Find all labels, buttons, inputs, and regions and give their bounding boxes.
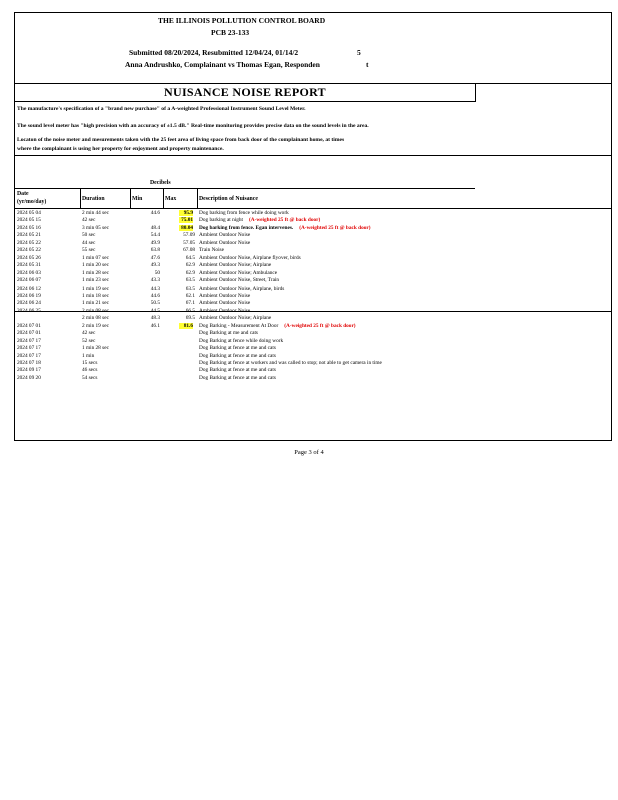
description-text: Dog Barking at fence while doing work	[199, 337, 284, 344]
col-sep-2	[130, 188, 131, 208]
description-text: Dog Barking - Measurement At Door	[199, 322, 279, 329]
cell-date: 2024 05 04	[17, 210, 41, 216]
measurement-note: (A-weighted 25 ft @ back door)	[299, 224, 371, 231]
table-row	[15, 217, 611, 224]
cell-duration: 2 min 44 sec	[82, 210, 109, 216]
cell-min: 50	[154, 269, 160, 276]
cell-date: 2024 06 07	[17, 277, 41, 284]
col-sep-4	[197, 188, 198, 208]
cell-min: 49.3	[150, 262, 160, 269]
description-text: Dog Barking at me and cats	[199, 330, 258, 337]
header-rule-bottom	[15, 208, 611, 209]
report-header	[15, 13, 611, 83]
table-row	[15, 315, 611, 322]
cell-date: 2024 07 17	[17, 337, 41, 344]
cell-duration: 42 sec	[82, 330, 96, 337]
table-row	[15, 262, 611, 269]
table-row	[15, 240, 611, 247]
cell-max: 80.04	[179, 225, 193, 231]
cell-max: 95.9	[179, 210, 193, 216]
table-row	[15, 338, 611, 345]
cell-description	[199, 217, 320, 223]
cell-min: 50.5	[150, 300, 160, 307]
table-row	[15, 300, 611, 307]
cell-date: 2024 05 22	[17, 239, 41, 246]
table-row	[15, 286, 611, 293]
cell-date: 2024 05 31	[17, 262, 41, 269]
cell-date: 2024 05 21	[17, 232, 41, 239]
cell-duration: 1 min 19 sec	[82, 285, 109, 292]
description-text: Ambient Outdoor Noise; Airplane	[199, 262, 272, 269]
description-text: Ambient Outdoor Noise	[199, 292, 251, 299]
cell-min: 43.3	[150, 277, 160, 284]
cell-max: 57.09	[183, 232, 195, 239]
description-text: Ambient Outdoor Noise	[199, 239, 251, 246]
description-text: Ambient Outdoor Noise	[199, 300, 251, 307]
cell-description	[199, 345, 276, 351]
cell-duration: 1 min 28 sec	[82, 269, 109, 276]
cell-duration: 46 secs	[82, 367, 98, 374]
cell-min: 44.5	[150, 307, 160, 314]
page-footer: Page 3 of 4	[294, 449, 324, 456]
table-row	[15, 375, 611, 382]
table-row	[15, 367, 611, 374]
cell-duration: 1 min 21 sec	[82, 300, 109, 307]
cell-date: 2024 05 16	[17, 224, 41, 231]
cell-min: 44.3	[150, 285, 160, 292]
cell-duration: 44 sec	[82, 239, 96, 246]
case-number: PCB 23-133	[211, 28, 250, 37]
report-frame	[14, 12, 612, 441]
col-date-header: Date	[17, 191, 29, 197]
cell-description	[199, 210, 289, 216]
table-row	[15, 353, 611, 360]
cell-max: 62.9	[185, 262, 195, 269]
cell-duration: 3 min 05 sec	[82, 224, 109, 231]
description-text: Ambient Outdoor Noise, Street, Train	[199, 277, 280, 284]
cell-duration: 42 sec	[82, 217, 96, 224]
col-duration-header: Duration	[82, 196, 105, 202]
cell-date: 2024 06 03	[17, 269, 41, 276]
col-max-header: Max	[165, 196, 177, 202]
cell-description	[199, 315, 271, 321]
cell-description	[199, 338, 283, 344]
cell-date: 2024 05 26	[17, 254, 41, 261]
cell-duration: 15 secs	[82, 360, 98, 366]
cell-min: 47.6	[150, 254, 160, 261]
cell-description	[199, 270, 277, 276]
cell-description	[199, 277, 279, 283]
cell-max: 66.5	[185, 307, 195, 314]
accuracy-paragraph: The sound level meter has "high precision with an accuracy of ±1.5 dB." Real-time monitoring provides precise data on the sound levels in the area.	[17, 123, 369, 129]
right-divider	[475, 101, 611, 156]
cell-date: 2024 06 25	[17, 307, 41, 314]
cell-duration: 50 sec	[82, 232, 96, 239]
cell-min: 63.8	[150, 247, 160, 254]
title-box	[15, 83, 476, 102]
cell-description	[199, 330, 258, 336]
table-row	[15, 232, 611, 239]
cell-max: 63.5	[185, 285, 195, 292]
cell-max: 67.1	[185, 300, 195, 307]
cell-date: 2024 09 17	[17, 367, 41, 374]
description-text: Ambient Outdoor Noise, Airplane, birds	[199, 285, 285, 292]
cell-date: 2024 06 19	[17, 292, 41, 299]
description-text: Dog Barking at fence at me and cats	[199, 374, 276, 381]
description-text: Dog barking at night	[199, 217, 243, 224]
cell-min: 44.6	[150, 292, 160, 299]
location-paragraph-cont: where the complainant is using her property for enjoyment and property maintenance.	[17, 146, 224, 152]
col-min-header: Min	[132, 196, 143, 202]
description-text: Ambient Outdoor Noise, Airplane flyover, birds	[199, 254, 301, 261]
header-rule-top	[15, 188, 475, 189]
cell-description	[199, 353, 276, 359]
cell-date: 2024 06 12	[17, 285, 41, 292]
table-row	[15, 323, 611, 330]
table-row	[15, 345, 611, 352]
cell-min: 48.3	[150, 315, 160, 322]
table-row	[15, 277, 611, 284]
table-row	[15, 270, 611, 277]
col-sep-1	[80, 188, 81, 208]
cell-date: 2024 07 01	[17, 322, 41, 329]
table-row	[15, 330, 611, 337]
location-paragraph: Locaton of the noise meter and mesurements taken with the 25 feet area of living space from back door of the complainant home, at times	[17, 137, 345, 143]
cell-max: 63.5	[185, 277, 195, 284]
col-sep-3	[163, 188, 164, 208]
report-title: NUISANCE NOISE REPORT	[164, 85, 326, 99]
cell-date: 2024 05 22	[17, 247, 41, 254]
col-desc-header: Description of Nuisance	[199, 196, 258, 202]
table-row	[15, 247, 611, 254]
cell-max: 67.08	[183, 247, 195, 254]
cell-date: 2024 07 17	[17, 352, 41, 359]
cell-duration: 1 min 07 sec	[82, 254, 109, 261]
description-text: Ambient Outdoor Noise	[199, 307, 251, 314]
cell-min: 54.4	[150, 232, 160, 239]
cell-date: 2024 06 24	[17, 300, 41, 307]
description-text: Dog Barking at fence at workers and was called to stop; not able to get camera in time	[199, 360, 382, 366]
table-row	[15, 293, 611, 300]
submission-dates: Submitted 08/20/2024, Resubmitted 12/04/24, 01/14/2	[129, 48, 299, 57]
cell-description	[199, 240, 250, 246]
cell-max: 69.5	[185, 315, 195, 322]
cell-max: 57.05	[183, 239, 195, 246]
description-text: Train Noise	[199, 247, 224, 254]
cell-duration: 2 min 08 sec	[82, 307, 109, 314]
cell-description	[199, 255, 301, 261]
cell-description	[199, 323, 356, 329]
cell-description	[199, 375, 276, 381]
cell-date: 2024 05 15	[17, 217, 41, 224]
description-text: Ambient Outdoor Noise; Airplane	[199, 315, 272, 322]
cell-description	[199, 225, 371, 231]
cell-description	[199, 300, 250, 306]
table-row	[15, 255, 611, 262]
spec-paragraph: The manufacture's specification of a "brand new purchase" of a A-weighted Professional Instrument Sound Level Meter.	[17, 106, 306, 112]
section-rule	[15, 311, 611, 312]
description-text: Dog Barking at fence at me and cats	[199, 345, 276, 352]
cell-description	[199, 247, 224, 253]
cell-duration: 2 min 19 sec	[82, 322, 109, 329]
description-text: Dog barking from fence. Egan intervenes.	[199, 224, 294, 231]
paragraph-divider	[15, 155, 475, 156]
measurement-note: (A-weighted 25 ft @ back door)	[249, 217, 321, 224]
cell-duration: 2 min 08 sec	[82, 315, 109, 322]
board-name: THE ILLINOIS POLLUTION CONTROL BOARD	[158, 16, 326, 25]
cell-max: 75.01	[179, 217, 193, 223]
cell-duration: 1 min 28 sec	[82, 345, 109, 352]
cell-date: 2024 07 17	[17, 345, 41, 352]
decibels-header: Decibels	[150, 180, 171, 186]
cell-description	[199, 293, 250, 299]
cell-duration: 55 sec	[82, 247, 96, 254]
table-row	[15, 225, 611, 232]
cell-duration: 1 min 18 sec	[82, 292, 109, 299]
cell-description	[199, 367, 276, 373]
cell-duration: 1 min 20 sec	[82, 262, 109, 269]
cell-duration: 54 secs	[82, 374, 98, 381]
cell-duration: 52 sec	[82, 337, 96, 344]
parties: Anna Andrushko, Complainant vs Thomas Egan, Responden	[125, 60, 320, 69]
cell-description	[199, 360, 382, 366]
cell-min: 46.1	[150, 322, 160, 329]
cell-min: 48.4	[150, 224, 160, 231]
cell-date: 2024 07 01	[17, 330, 41, 337]
parties-suffix: t	[366, 60, 369, 69]
cell-description	[199, 286, 284, 292]
cell-description	[199, 232, 250, 238]
cell-duration: 1 min	[82, 352, 95, 359]
cell-date: 2024 07 18	[17, 360, 41, 366]
submission-dates-suffix: 5	[357, 48, 361, 57]
cell-max: 64.5	[185, 254, 195, 261]
cell-max: 62.9	[185, 269, 195, 276]
cell-description	[199, 262, 271, 268]
cell-max: 81.6	[179, 323, 193, 329]
measurement-note: (A-weighted 25 ft @ back door)	[284, 322, 356, 329]
cell-duration: 1 min 23 sec	[82, 277, 109, 284]
cell-min: 44.6	[150, 210, 160, 216]
description-text: Dog barking from fence while doing work	[199, 210, 289, 216]
description-text: Ambient Outdoor Noise	[199, 232, 251, 239]
description-text: Dog Barking at fence at me and cats	[199, 367, 276, 374]
cell-max: 62.1	[185, 292, 195, 299]
description-text: Dog Barking at fence at me and cats	[199, 352, 276, 359]
col-date-header-sub: (yr/mo/day)	[17, 199, 47, 205]
table-row	[15, 360, 611, 367]
description-text: Ambient Outdoor Noise; Ambulance	[199, 269, 278, 276]
cell-min: 49.9	[150, 239, 160, 246]
cell-date: 2024 09 20	[17, 374, 41, 381]
